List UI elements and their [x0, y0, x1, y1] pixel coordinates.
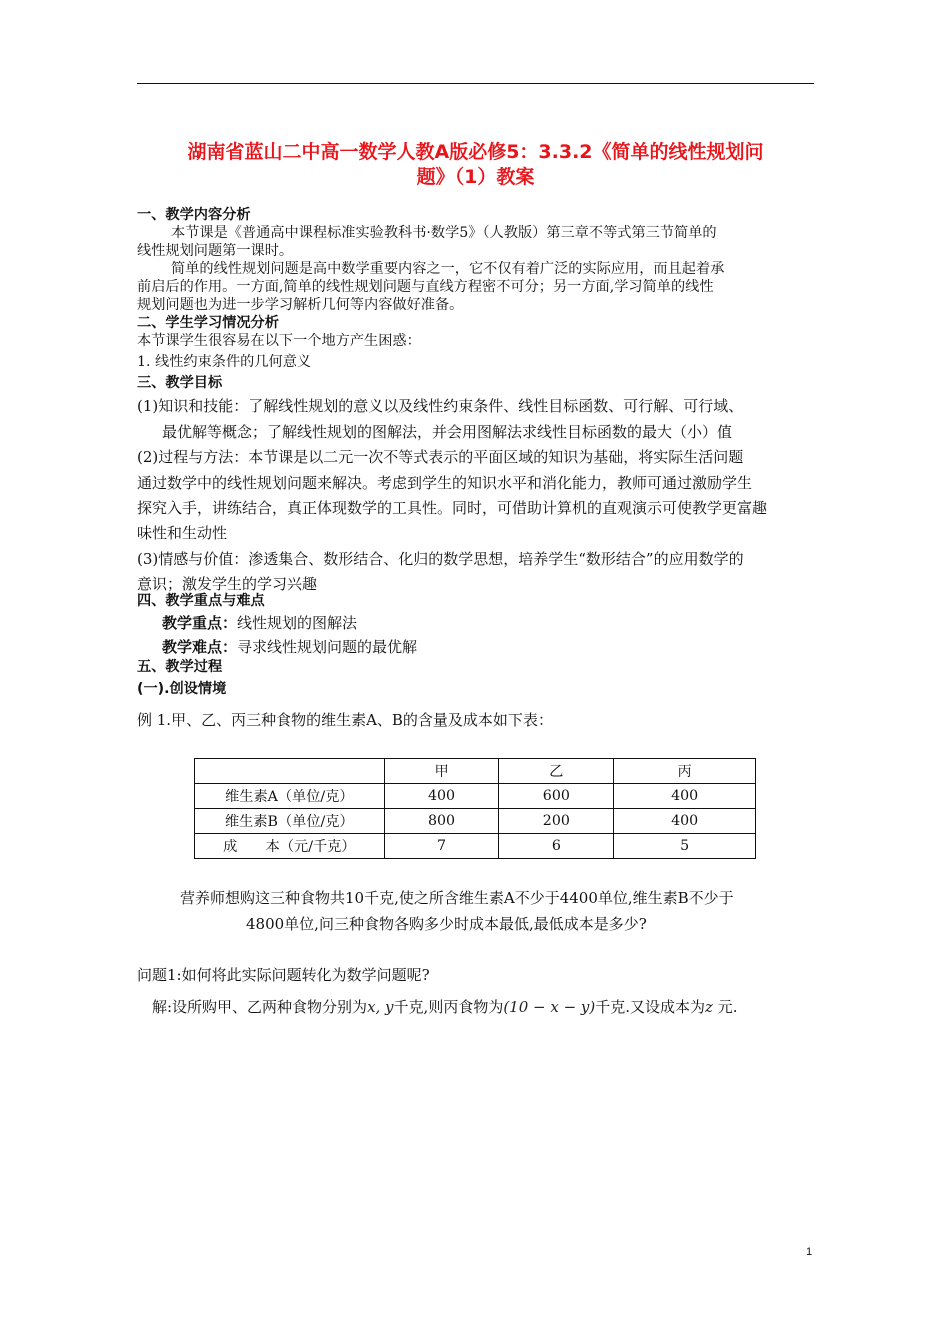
section-1-para-1b: 线性规划问题第一课时。	[137, 243, 294, 259]
section-1-heading: 一、教学内容分析	[137, 207, 251, 223]
section-2-heading: 二、学生学习情况分析	[137, 315, 279, 331]
table-header-row	[195, 759, 756, 784]
goal-1-line-a: (1)知识和技能：了解线性规划的意义以及线性约束条件、线性目标函数、可行解、可行域、	[137, 397, 744, 415]
goal-3-line-b: 意识；激发学生的学习兴趣	[137, 575, 318, 593]
section-1-para-2b: 前启后的作用。一方面,简单的线性规划问题与直线方程密不可分；另一方面,学习简单的线性	[137, 279, 714, 295]
key-point-text: 线性规划的图解法	[237, 614, 358, 632]
solution-text-d: 元.	[712, 998, 738, 1016]
table-cell: 400	[614, 784, 756, 809]
table-row	[195, 809, 756, 834]
section-1-para-2c: 规划问题也为进一步学习解析几何等内容做好准备。	[137, 297, 464, 313]
section-3-heading: 三、教学目标	[137, 375, 223, 391]
section-1-para-1a: 本节课是《普通高中课程标准实验教科书·数学5》（人教版）第三章不等式第三节简单的	[171, 225, 717, 241]
expression-remaining: (10 − x − y)	[503, 998, 596, 1016]
goal-2-line-b: 通过数学中的线性规划问题来解决。考虑到学生的知识水平和消化能力，教师可通过激励学生	[137, 474, 753, 492]
page-number: 1	[806, 1246, 813, 1258]
section-5-subheading: (一).创设情境	[137, 681, 227, 697]
solution-line	[152, 994, 817, 1021]
goal-2-line-d: 味性和生动性	[137, 524, 228, 542]
goal-2-line-a: (2)过程与方法：本节课是以二元一次不等式表示的平面区域的知识为基础，将实际生活问题	[137, 448, 744, 466]
table-cell: 200	[499, 809, 614, 834]
table-row	[195, 834, 756, 859]
solution-text-a: 解:设所购甲、乙两种食物分别为	[152, 998, 368, 1016]
title-line-1: 湖南省蓝山二中高一数学人教A版必修5：3.3.2《简单的线性规划问	[187, 141, 764, 163]
document-title	[137, 140, 814, 190]
table-header-cell: 乙	[499, 759, 614, 784]
question-1: 问题1:如何将此实际问题转化为数学问题呢?	[137, 966, 430, 984]
section-5-heading: 五、教学过程	[137, 659, 223, 675]
solution-text-c: 千克.又设成本为	[595, 998, 706, 1016]
table-cell: 5	[614, 834, 756, 859]
table-cell: 400	[384, 784, 499, 809]
variables-x-y: x, y	[367, 998, 394, 1016]
difficult-point-label: 教学难点：	[162, 638, 238, 656]
header-rule	[137, 83, 814, 84]
key-point-label: 教学重点：	[162, 614, 238, 632]
table-cell: 7	[384, 834, 499, 859]
goal-3-line-a: (3)情感与价值：渗透集合、数形结合、化归的数学思想，培养学生“数形结合”的应用数学的	[137, 550, 744, 568]
table-cell: 600	[499, 784, 614, 809]
goal-1-line-b: 最优解等概念；了解线性规划的图解法，并会用图解法求线性目标函数的最大（小）值	[162, 423, 733, 441]
difficult-point-text: 寻求线性规划问题的最优解	[237, 638, 418, 656]
table-header-cell	[195, 759, 385, 784]
goal-2-line-c: 探究入手，讲练结合，真正体现数学的工具性。同时，可借助计算机的直观演示可使教学更富趣	[137, 499, 768, 517]
table-row	[195, 784, 756, 809]
problem-line-1: 营养师想购这三种食物共10千克,使之所含维生素A不少于4400单位,维生素B不少于	[180, 889, 734, 907]
table-header-cell: 丙	[614, 759, 756, 784]
table-cell: 800	[384, 809, 499, 834]
solution-text-b: 千克,则丙食物为	[393, 998, 504, 1016]
table-header-cell: 甲	[384, 759, 499, 784]
example-1-text: 例 1.甲、乙、丙三种食物的维生素A、B的含量及成本如下表：	[137, 711, 553, 729]
section-2-item-1: 1. 线性约束条件的几何意义	[137, 354, 312, 370]
variable-z: z	[705, 998, 713, 1016]
table-cell: 维生素A（单位/克）	[195, 784, 385, 809]
table-cell: 维生素B（单位/克）	[195, 809, 385, 834]
table-cell: 400	[614, 809, 756, 834]
section-4-heading: 四、教学重点与难点	[137, 593, 265, 609]
table-cell: 成 本（元/千克）	[195, 834, 385, 859]
vitamin-cost-table	[194, 758, 756, 859]
section-2-para: 本节课学生很容易在以下一个地方产生困惑：	[137, 333, 421, 349]
problem-line-2: 4800单位,问三种食物各购多少时成本最低,最低成本是多少?	[246, 915, 647, 933]
title-line-2: 题》（1）教案	[416, 166, 535, 188]
section-1-para-2a: 简单的线性规划问题是高中数学重要内容之一，它不仅有着广泛的实际应用，而且起着承	[171, 261, 725, 277]
difficult-point	[137, 634, 842, 661]
key-point	[137, 610, 842, 637]
table-cell: 6	[499, 834, 614, 859]
